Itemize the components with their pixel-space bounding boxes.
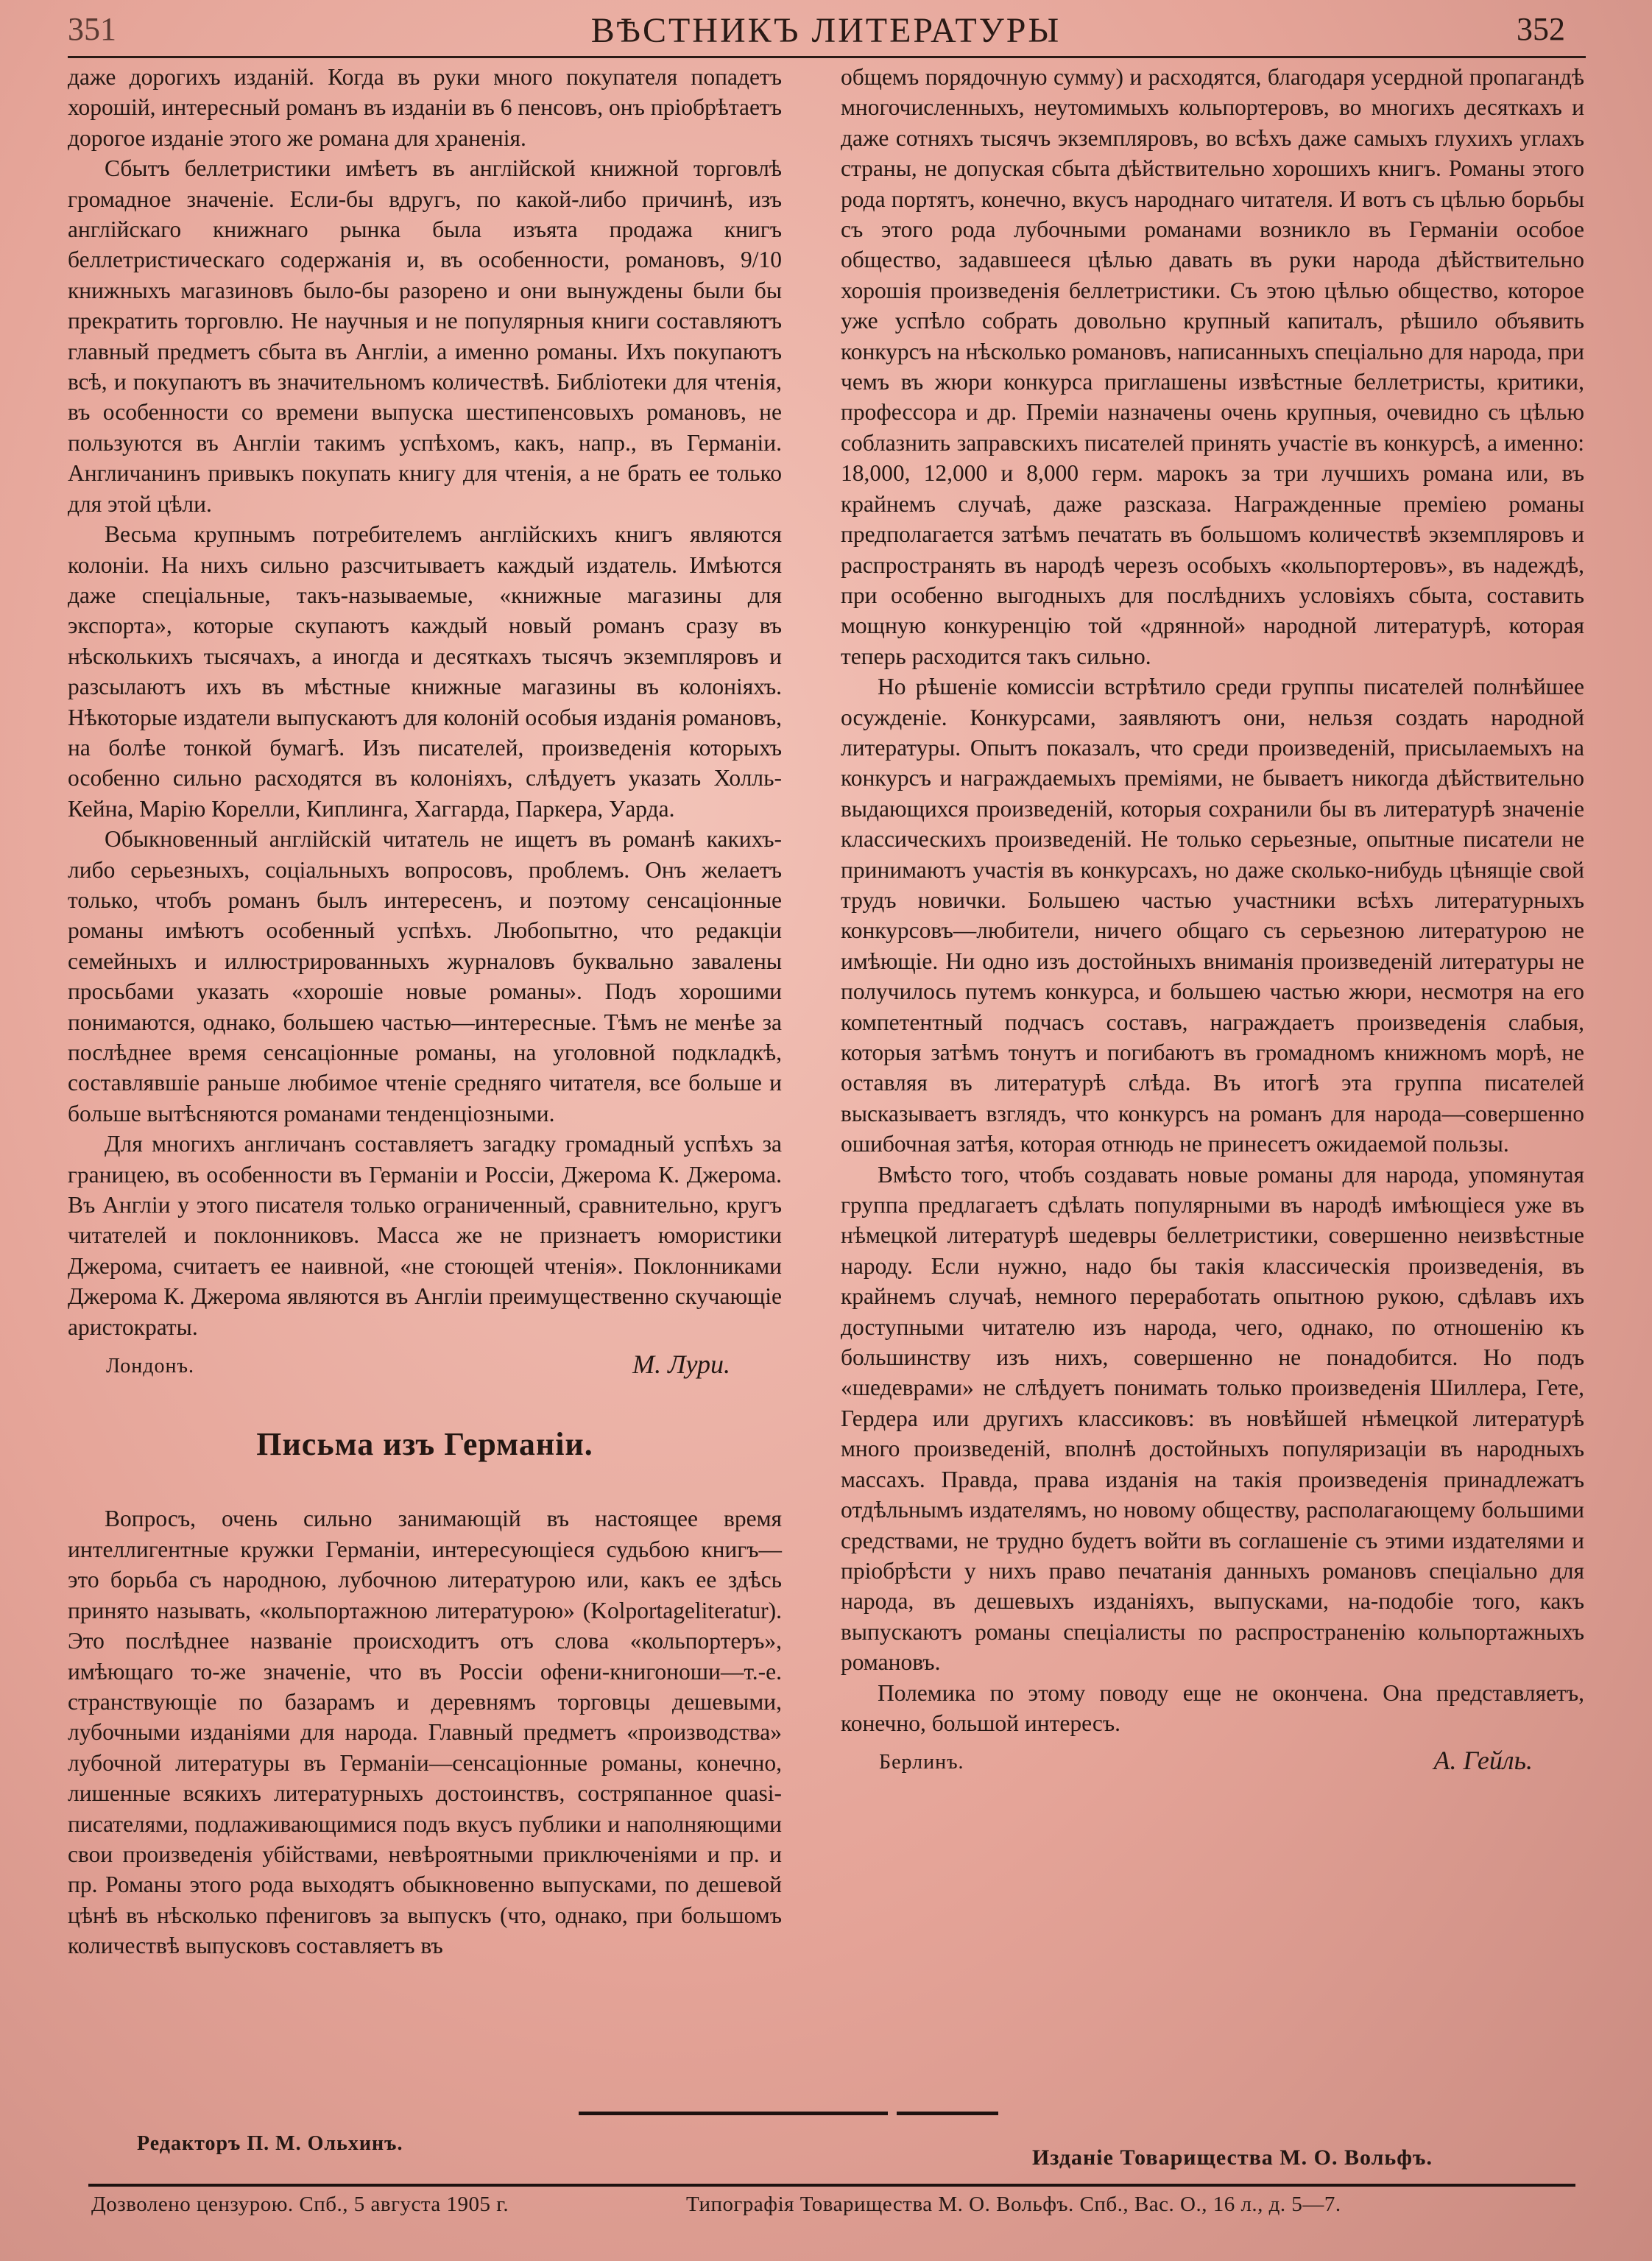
paragraph: общемъ порядочную сумму) и расходятся, благодаря усердной пропагандѣ многочисленныхъ, неутомимыхъ кольпортеровъ, во многихъ десяткахъ и даже сотняхъ тысячъ экземпляровъ, во всѣхъ даже самыхъ глухихъ углахъ страны, не допуская сбыта дѣйствительно хорошихъ книгъ. Романы этого рода портятъ, конечно, вкусъ народнаго читателя. И вотъ съ цѣлью борьбы съ этого рода лубочными романами возникло въ Германіи особое общество, задавшееся цѣлью давать въ руки народа дѣйствительно хорошія произведенія беллетристики. Съ этою цѣлью общество, которое уже успѣло собрать довольно крупный капиталъ, рѣшило объявить конкурсъ на нѣсколько романовъ, написанныхъ спеціально для народа, при чемъ въ жюри конкурса приглашены извѣстные беллетристы, критики, профессора и др. Преміи назначены очень крупныя, очевидно съ цѣлью соблазнить заправскихъ писателей принять участіе въ конкурсѣ, а именно: 18,000, 12,000 и 8,000 герм. марокъ за три лучшихъ романа или, въ крайнемъ случаѣ, даже разсказа. Награжденные преміею романы предполагается затѣмъ печатать въ большомъ количествѣ экземпляровъ и распространять въ народѣ черезъ особыхъ «кольпортеровъ», въ надеждѣ, при особенно выгодныхъ для послѣднихъ условіяхъ сбыта, составить мощную конкуренцію той «дрянной» народной литературѣ, которая теперь расходится такъ сильно. bbox=[841, 64, 1584, 669]
paragraph: Полемика по этому поводу еще не окончена. Она представляетъ, конечно, большой интересъ. bbox=[841, 1679, 1584, 1736]
author-signature: М. Лури. bbox=[632, 1350, 730, 1380]
paragraph: Для многихъ англичанъ составляетъ загадку громадный успѣхъ за границею, въ особенности въ Германіи и Россіи, Джерома К. Джерома. Въ Англіи у этого писателя только ограниченный, сравнительно, кругъ читателей и поклонниковъ. Масса же не признаетъ юмористики Джерома, считаетъ ее наивной, «не стоющей чтенія». Поклонниками Джерома К. Джерома являются въ Англіи преимущественно скучающіе аристократы. bbox=[68, 1131, 782, 1340]
footer-ornament-rule bbox=[579, 2112, 888, 2115]
paragraph: Весьма крупнымъ потребителемъ англійскихъ книгъ являются колоніи. На нихъ сильно разсчитываетъ каждый издатель. Имѣются даже спеціальные, такъ-называемые, «книжные магазины для экспорта», которые скупаютъ каждый новый романъ сразу въ нѣсколькихъ тысячахъ, а иногда и десяткахъ тысячъ экземпляровъ и разсылаютъ ихъ въ мѣстные книжные магазины въ колоніяхъ. Нѣкоторые издатели выпускаютъ для колоній особыя изданія романовъ, на болѣе тонкой бумагѣ. Изъ писателей, произведенія которыхъ особенно сильно расходятся въ колоніяхъ, слѣдуетъ указать Холль-Кейна, Марію Корелли, Киплинга, Хаггарда, Паркера, Уарда. bbox=[68, 521, 782, 822]
section-title: Письма изъ Германіи. bbox=[256, 1426, 593, 1463]
footer-ornament-rule bbox=[897, 2112, 998, 2115]
letter-signature-line bbox=[841, 1743, 1584, 1784]
journal-title: ВѢСТНИКЪ ЛИТЕРАТУРЫ bbox=[590, 11, 1062, 50]
right-column bbox=[841, 62, 1584, 1784]
running-header bbox=[0, 10, 1652, 54]
page-number-right: 352 bbox=[1517, 11, 1565, 47]
header-rule bbox=[68, 56, 1586, 58]
dateline-place: Лондонъ. bbox=[106, 1355, 194, 1378]
paragraph: Вмѣсто того, чтобъ создавать новые романы для народа, упомянутая группа предлагаетъ сдѣлать популярными въ народѣ имѣющіеся уже въ нѣмецкой литературѣ шедевры беллетристики, совершенно неизвѣстные народу. Если нужно, надо бы такія классическія произведенія, въ крайнемъ случаѣ, немного переработать опытною рукою, сдѣлавъ ихъ доступными читателю изъ народа, чего, однако, по отношенію къ большинству изъ нихъ, совершенно не понадобится. Но подъ «шедеврами» не слѣдуетъ понимать только произведенія Шиллера, Гете, Гердера или другихъ классиковъ: въ новѣйшей нѣмецкой литературѣ много произведеній, вполнѣ достойныхъ популяризаціи въ народныхъ массахъ. Правда, права изданія на такія произведенія принадлежатъ отдѣльнымъ издателямъ, но новому обществу, располагающему большими средствами, не трудно будетъ войти въ соглашеніе съ этими издателями и пріобрѣсти у нихъ право печатанія данныхъ романовъ спеціально для народа, въ дешевыхъ изданіяхъ, выпусками, на-подобіе того, какъ выпускаютъ романы спеціалисты по распространенію кольпортажныхъ романовъ. bbox=[841, 1161, 1584, 1676]
editor-credit: Редакторъ П. М. Ольхинъ. bbox=[137, 2132, 403, 2155]
printer-note: Типографія Товарищества М. О. Вольфъ. Спб., Вас. О., 16 л., д. 5—7. bbox=[686, 2193, 1341, 2216]
paragraph: даже дорогихъ изданій. Когда въ руки много покупателя попадетъ хорошій, интересный романъ въ изданіи въ 6 пенсовъ, онъ пріобрѣтаетъ дорогое изданіе этого же романа для храненія. bbox=[68, 64, 782, 151]
paragraph: Вопросъ, очень сильно занимающій въ настоящее время интеллигентные кружки Германіи, интересующіеся судьбою книгъ—это борьба съ народною, лубочною литературою или, какъ ее здѣсь принято называть, «кольпортажною литературою» (Kolportageliteratur). Это послѣднее названіе происходитъ отъ слова «кольпортеръ», имѣющаго то-же значеніе, что въ Россіи офени-книгоноши—т.-е. странствующіе по базарамъ и деревнямъ торговцы дешевыми, лубочными изданіями для народа. Главный предметъ «производства» лубочной литературы въ Германіи—сенсаціонные романы, конечно, лишенные всякихъ литературныхъ достоинствъ, состряпанное quasi-писателями, подлаживающимися подъ вкусъ публики и наполняющими свои произведенія убійствами, невѣроятными приключеніями и пр. и пр. Романы этого рода выходятъ обыкновенно выпусками, по дешевой цѣнѣ въ нѣсколько пфениговъ за выпускъ (что, однако, при большомъ количествѣ выпусковъ составляетъ въ bbox=[68, 1506, 782, 1959]
letter-signature-line bbox=[68, 1347, 782, 1388]
left-column bbox=[68, 62, 782, 1961]
publisher-credit: Изданіе Товарищества М. О. Вольфъ. bbox=[1032, 2145, 1433, 2170]
censorship-note: Дозволено цензурою. Спб., 5 августа 1905 г. bbox=[91, 2193, 509, 2216]
footer-rule bbox=[88, 2184, 1575, 2187]
dateline-place: Берлинъ. bbox=[879, 1751, 964, 1774]
paragraph: Обыкновенный англійскій читатель не ищетъ въ романѣ какихъ-либо серьезныхъ, соціальныхъ вопросовъ, проблемъ. Онъ желаетъ только, чтобъ романъ былъ интересенъ, и поэтому сенсаціонные романы имѣютъ особенный успѣхъ. Любопытно, что редакціи семейныхъ и иллюстрированныхъ журналовъ буквально завалены просьбами указать «хорошіе новые романы». Подъ хорошими понимаются, однако, большею частью—интересные. Тѣмъ не менѣе за послѣднее время сенсаціонные романы, на уголовной подкладкѣ, составлявшіе раньше любимое чтеніе средняго читателя, все больше и больше вытѣсняются романами тенденціозными. bbox=[68, 826, 782, 1126]
author-signature: А. Гейль. bbox=[1433, 1746, 1533, 1776]
paragraph: Сбытъ беллетристики имѣетъ въ англійской книжной торговлѣ громадное значеніе. Если-бы вдругъ, по какой-либо причинѣ, изъ англійскаго книжнаго рынка была изъята продажа книгъ беллетристическаго содержанія и, въ особенности, романовъ, 9/10 книжныхъ магазиновъ было-бы разорено и они вынуждены были бы прекратить торговлю. Не научныя и не популярныя книги составляютъ главный предметъ сбыта въ Англіи, а именно романы. Ихъ покупаютъ всѣ, и покупаютъ въ значительномъ количествѣ. Библіотеки для чтенія, въ особенности со времени выпуска шестипенсовыхъ романовъ, не пользуются въ Англіи такимъ успѣхомъ, какъ, напр., въ Германіи. Англичанинъ привыкъ покупать книгу для чтенія, а не брать ее только для этой цѣли. bbox=[68, 155, 782, 517]
paragraph: Но рѣшеніе комиссіи встрѣтило среди группы писателей полнѣйшее осужденіе. Конкурсами, заявляютъ они, нельзя создать народной литературы. Опытъ показалъ, что среди произведеній, присылаемыхъ на конкурсъ и награждаемыхъ преміями, не бываетъ никогда дѣйствительно выдающихся произведеній, которыя сохранили бы въ литературѣ значеніе классическихъ произведеній. Не только серьезные, опытные писатели не принимаютъ участія въ конкурсахъ, но даже сколько-нибудь цѣнящіе свой трудъ новички. Большею частью участники всѣхъ литературныхъ конкурсовъ—любители, ничего общаго съ серьезною литературою не имѣющіе. Ни одно изъ достойныхъ вниманія произведеній литературы не получилось путемъ конкурса, и большею частью жюри, несмотря на его компетентный подчасъ составъ, награждаетъ произведенія слабыя, которыя затѣмъ тонутъ и погибаютъ въ громадномъ книжномъ морѣ, не оставляя въ литературѣ слѣда. Въ итогѣ эта группа писателей высказываетъ взглядъ, что конкурсъ на романъ для народа—совершенно ошибочная затѣя, которая отнюдь не принесетъ ожидаемой пользы. bbox=[841, 674, 1584, 1157]
page-number-left: 351 bbox=[68, 11, 116, 47]
